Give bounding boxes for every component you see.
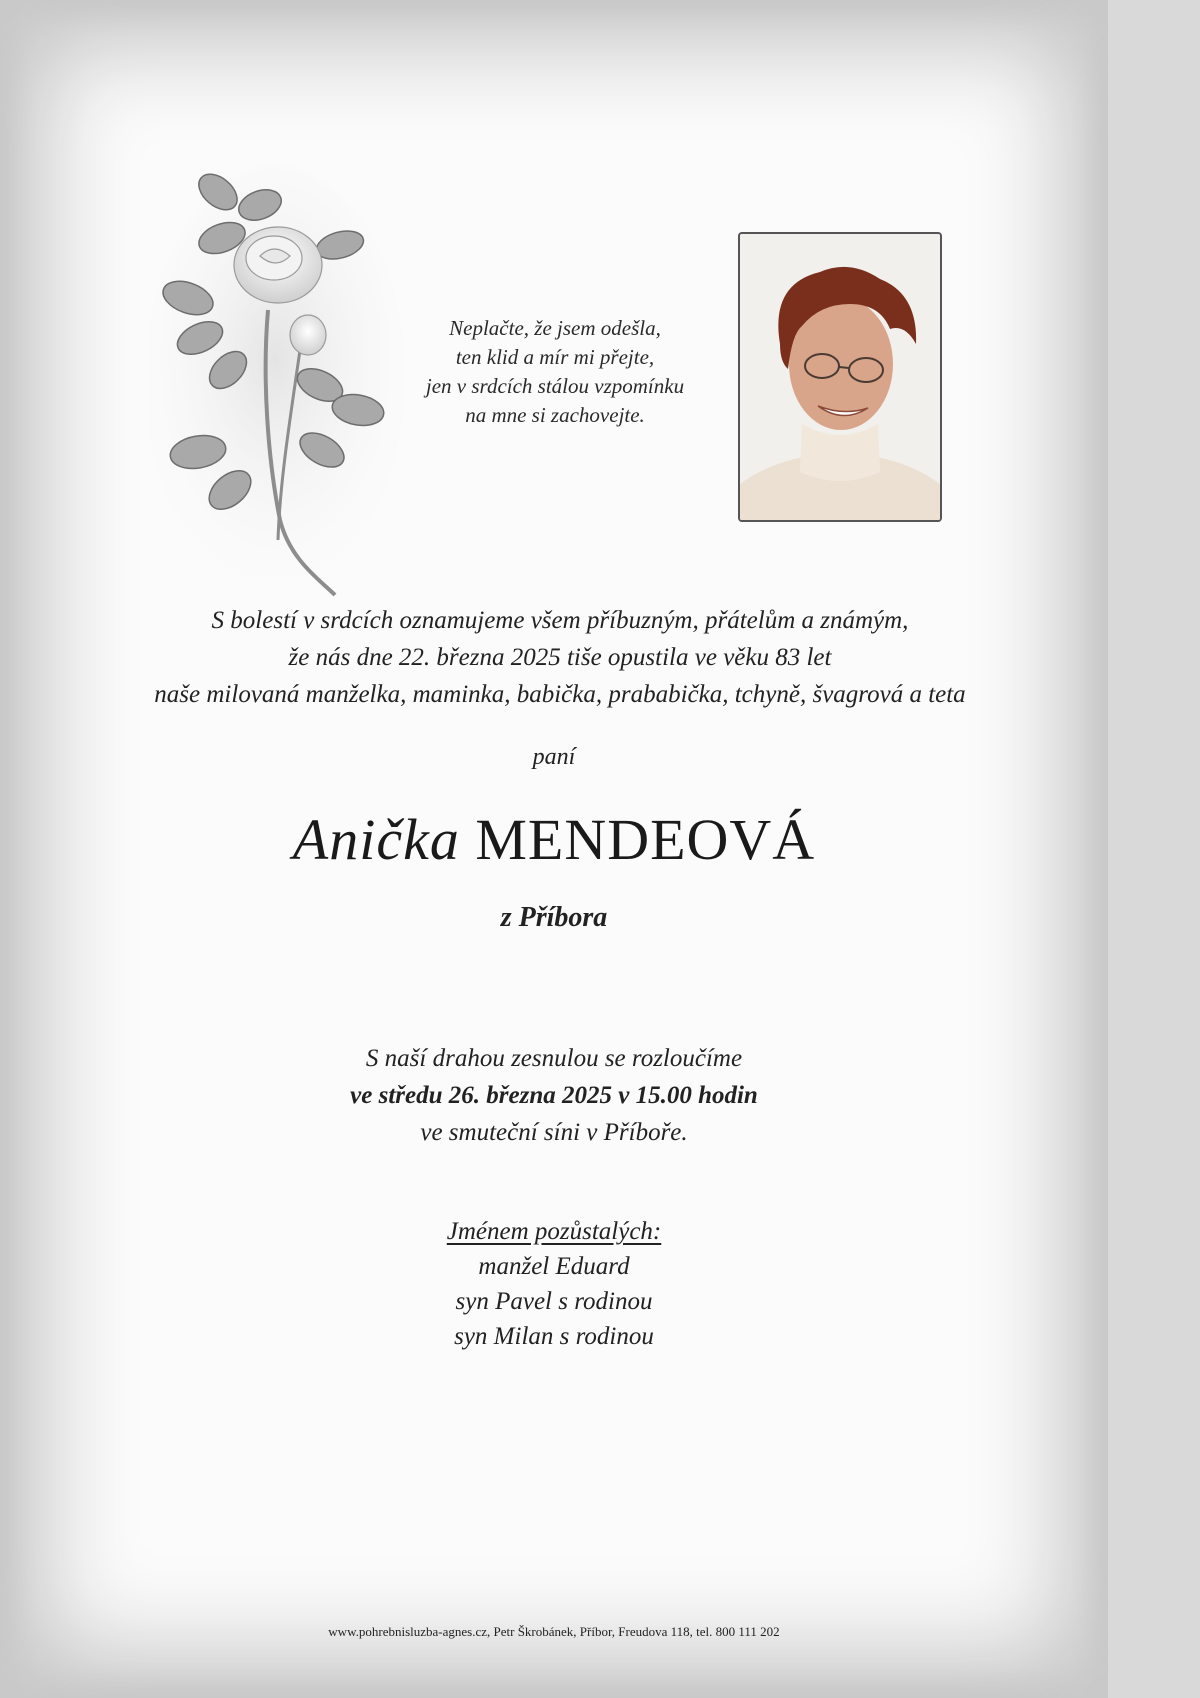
announcement-line: že nás dne 22. března 2025 tiše opustila ve věku 83 let	[288, 644, 832, 671]
announcement-line: S bolestí v srdcích oznamujeme všem příbuzným, přátelům a známým,	[211, 607, 909, 634]
first-name: Anička	[292, 807, 460, 872]
announcement-line: naše milovaná manželka, maminka, babička, prababička, tchyně, švagrová a teta	[154, 681, 966, 708]
honorific: paní	[532, 744, 576, 770]
memorial-poem	[400, 314, 710, 430]
poem-line: Neplačte, že jsem odešla,	[449, 316, 661, 340]
rose-illustration	[150, 160, 410, 600]
survivors-heading: Jménem pozůstalých:	[446, 1218, 662, 1245]
farewell-place: ve smuteční síni v Příboře.	[420, 1119, 688, 1146]
portrait-photo	[738, 232, 942, 522]
farewell-datetime: ve středu 26. března 2025 v 15.00 hodin	[350, 1082, 758, 1109]
survivor-name: manžel Eduard	[478, 1253, 630, 1280]
survivors-list	[0, 1214, 1108, 1354]
poem-line: na mne si zachovejte.	[465, 403, 645, 427]
survivor-name: syn Milan s rodinou	[454, 1323, 654, 1350]
funeral-service-footer: www.pohrebnisluzba-agnes.cz, Petr Škrobánek, Příbor, Freudova 118, tel. 800 111 202	[328, 1624, 780, 1639]
deceased-origin: z Příbora	[500, 902, 608, 933]
portrait-image	[740, 234, 940, 520]
poem-line: jen v srdcích stálou vzpomínku	[425, 374, 685, 398]
surname: MENDEOVÁ	[475, 807, 816, 872]
death-announcement	[60, 602, 1060, 713]
survivor-name: syn Pavel s rodinou	[455, 1288, 653, 1315]
deceased-name	[0, 806, 1108, 873]
poem-line: ten klid a mír mi přejte,	[455, 345, 655, 369]
farewell-info	[0, 1040, 1108, 1151]
farewell-intro: S naší drahou zesnulou se rozloučíme	[365, 1045, 743, 1072]
